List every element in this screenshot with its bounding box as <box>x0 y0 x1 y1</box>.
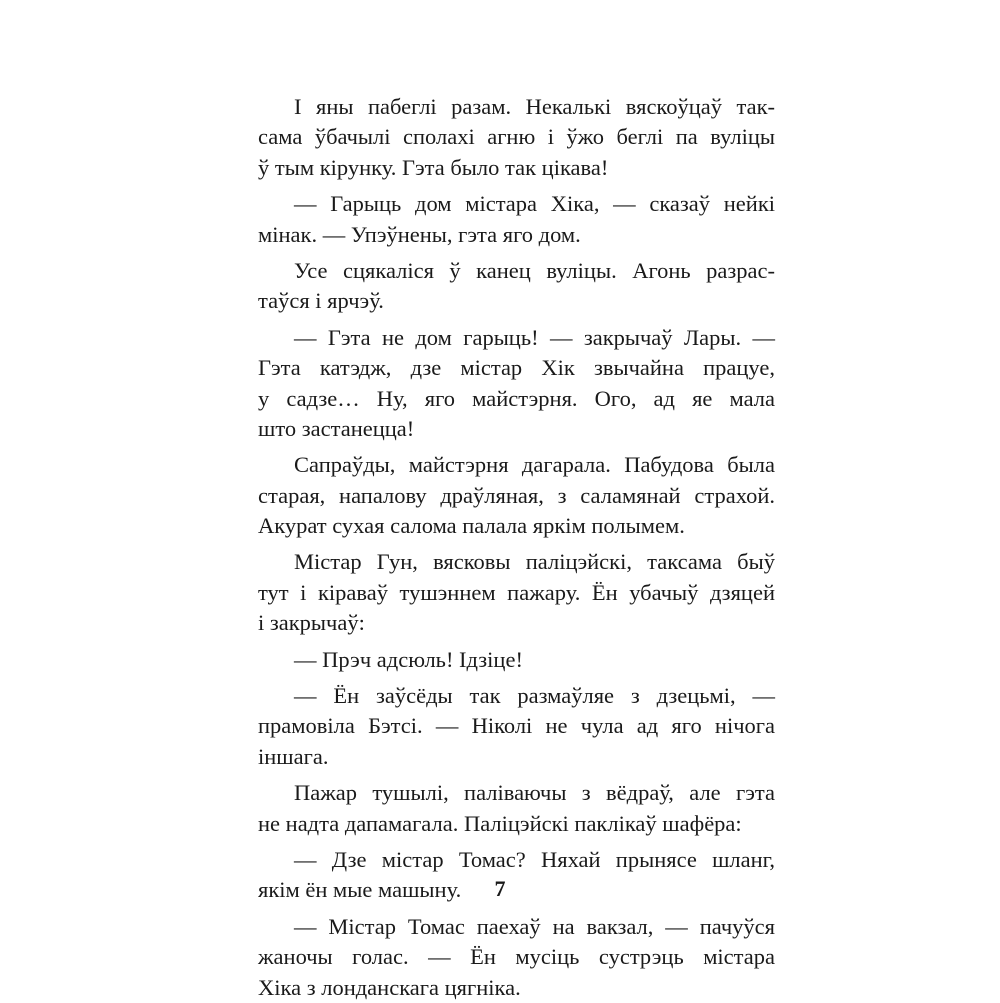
text-line: тут і кіраваў тушэннем пажару. Ён убачыў дзяцей <box>258 579 775 605</box>
text-line: Містар Гун, вясковы паліцэйскі, таксама быў <box>294 549 775 575</box>
text-line: сама ўбачылі сполахі агню і ўжо беглі па вуліцы <box>258 124 775 150</box>
text-line: старая, напалову драўляная, з саламянай страхой. <box>258 482 775 508</box>
paragraph <box>258 778 775 839</box>
paragraph <box>258 323 775 445</box>
page-number: 7 <box>494 876 506 901</box>
text-line: што застанецца! <box>258 415 415 441</box>
paragraph <box>258 189 775 250</box>
text-line: мінак. — Упэўнены, гэта яго дом. <box>258 221 581 247</box>
paragraph <box>258 450 775 541</box>
text-line: — Прэч адсюль! Ідзіце! <box>294 646 523 672</box>
paragraph <box>258 256 775 317</box>
body-text <box>258 92 775 1003</box>
text-line: — Дзе містар Томас? Няхай прынясе шланг, <box>294 846 775 872</box>
text-line: іншага. <box>258 743 329 769</box>
paragraph <box>258 681 775 772</box>
text-line: якім ён мые машыну. <box>258 877 462 903</box>
text-line: ў тым кірунку. Гэта было так цікава! <box>258 154 609 180</box>
text-line: Пажар тушылі, паліваючы з вёдраў, але гэта <box>294 780 775 806</box>
text-line: — Гарыць дом містара Хіка, — сказаў нейкі <box>294 191 775 217</box>
text-line: таўся і ярчэў. <box>258 288 384 314</box>
paragraph <box>258 547 775 638</box>
paragraph <box>258 92 775 183</box>
text-line: Акурат сухая салома палала яркім полымем. <box>258 513 685 539</box>
text-line: — Містар Томас паехаў на вакзал, — пачуўся <box>294 913 775 939</box>
paragraph <box>258 912 775 1003</box>
text-line: прамовіла Бэтсі. — Ніколі не чула ад яго нічога <box>258 713 775 739</box>
text-line: І яны пабеглі разам. Некалькі вяскоўцаў так- <box>294 94 775 119</box>
text-line: Сапраўды, майстэрня дагарала. Пабудова была <box>294 452 775 478</box>
text-line: — Ён заўсёды так размаўляе з дзецьмі, — <box>294 683 775 709</box>
text-line: — Гэта не дом гарыць! — закрычаў Лары. — <box>294 324 775 350</box>
text-line: Усе сцякаліся ў канец вуліцы. Агонь разрас- <box>294 257 775 283</box>
text-line: Гэта катэдж, дзе містар Хік звычайна працуе, <box>258 355 775 381</box>
text-line: Хіка з лонданскага цягніка. <box>258 974 521 1000</box>
text-line: не надта дапамагала. Паліцэйскі паклікаў шафёра: <box>258 810 742 836</box>
text-line: жаночы голас. — Ён мусіць сустрэць містара <box>258 944 775 970</box>
text-line: і закрычаў: <box>258 610 365 636</box>
text-line: у садзе… Ну, яго майстэрня. Ого, ад яе мала <box>258 385 775 411</box>
paragraph <box>258 645 775 675</box>
